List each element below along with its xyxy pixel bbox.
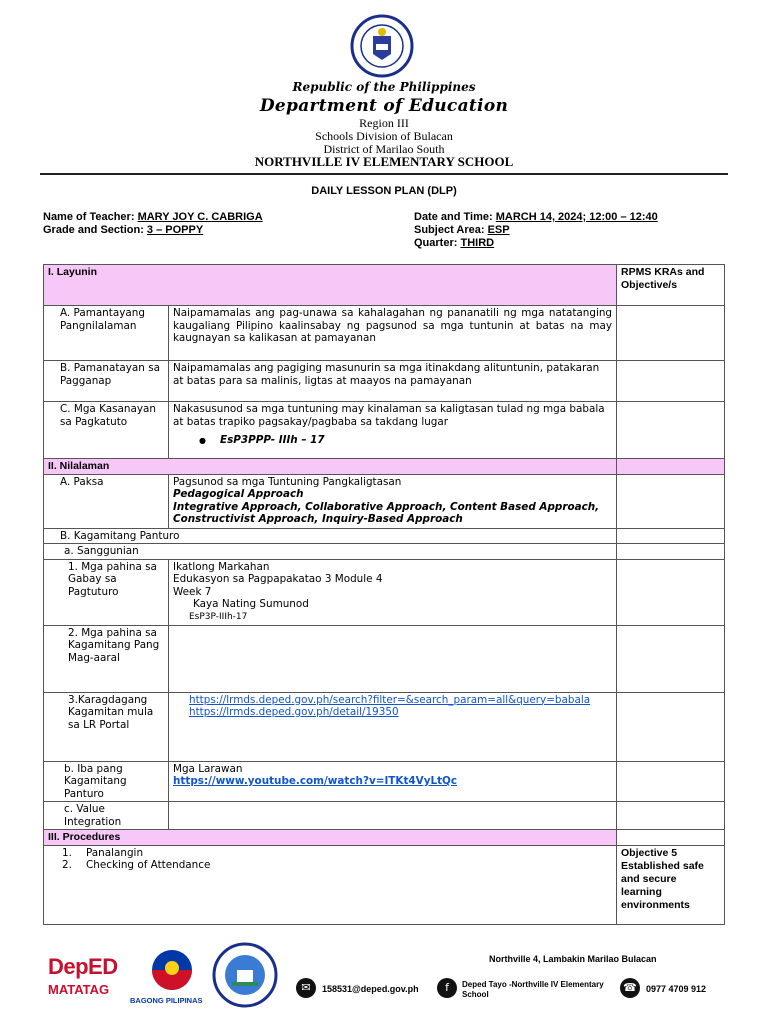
matatag-logo: MATATAG — [48, 982, 110, 997]
procedures-heading: III. Procedures — [44, 830, 617, 846]
gabay-line-2: Edukasyon sa Pagpapakatao 3 Module 4 — [173, 573, 383, 585]
rpms-heading: RPMS KRAs and Objective/s — [617, 265, 725, 306]
quarter-label: Quarter: — [414, 237, 458, 249]
kagamitan-heading: B. Kagamitang Panturo — [44, 528, 617, 544]
footer-address: Northville 4, Lambakin Marilao Bulacan — [489, 954, 657, 964]
mag-aaral-label: 2. Mga pahina sa Kagamitang Pang Mag-aaral — [44, 625, 169, 692]
deped-logo: DepED — [48, 954, 118, 979]
kasanayan-text: Nakasusunod sa mga tuntuning may kinalaman sa kaligtasan tulad ng mga babala at batas trapiko pagsakay/pagbaba sa takdang lugar — [173, 403, 605, 428]
procedure-text-1: Panalangin — [86, 846, 144, 859]
iba-content — [169, 761, 617, 802]
grade-value: 3 – POPPY — [146, 224, 204, 236]
document-title: DAILY LESSON PLAN (DLP) — [311, 185, 457, 197]
rpms-cell — [617, 459, 725, 475]
header-divider — [40, 173, 728, 175]
paksa-label: A. Paksa — [44, 474, 169, 528]
bullet-icon: ● — [199, 436, 206, 445]
bagong-pilipinas-text: BAGONG PILIPINAS — [130, 996, 203, 1005]
rpms-cell — [617, 830, 725, 846]
approaches-text: Integrative Approach, Collaborative Approach, Content Based Approach, Constructivist Approach, Inquiry-Based Approach — [173, 500, 600, 525]
objective-cell — [617, 845, 725, 924]
quarter-line — [414, 237, 494, 250]
phone-icon: ☎ — [620, 978, 640, 998]
lr-portal-label: 3.Karagdagang Kagamitan mula sa LR Portal — [44, 692, 169, 761]
subject-label: Subject Area: — [414, 224, 485, 236]
pedagogical-heading: Pedagogical Approach — [173, 488, 304, 500]
footer-facebook: Deped Tayo -Northville IV Elementary School — [462, 980, 604, 999]
competency-code-item — [173, 434, 612, 448]
row-text-pagganap: Naipamamalas ang pagiging masunurin sa mga itinakdang alituntunin, patakaran at batas para sa malinis, ligtas at maayos na pamayanan — [169, 361, 617, 402]
rpms-cell — [617, 802, 725, 830]
layunin-heading: I. Layunin — [44, 265, 617, 306]
school-name: NORTHVILLE IV ELEMENTARY SCHOOL — [254, 154, 514, 169]
footer-email: 158531@deped.gov.ph — [322, 984, 419, 994]
rpms-cell — [617, 402, 725, 459]
row-label-pagganap: B. Pamanatayan sa Pagganap — [44, 361, 169, 402]
rpms-cell — [617, 761, 725, 802]
rpms-cell — [617, 544, 725, 560]
department-heading: Department of Education — [259, 96, 509, 116]
lr-portal-link-search[interactable]: https://lrmds.deped.gov.ph/search?filter=&search_param=all&query=babala — [189, 693, 591, 706]
objective-title: Objective 5 — [621, 846, 678, 859]
gabay-content — [169, 559, 617, 625]
subject-line — [414, 224, 510, 237]
grade-line — [43, 224, 203, 237]
teacher-label: Name of Teacher: — [43, 211, 135, 223]
nilalaman-heading: II. Nilalaman — [44, 459, 617, 475]
grade-label: Grade and Section: — [43, 224, 144, 236]
objective-description: Established safe and secure learning environments — [621, 859, 704, 911]
lr-portal-link-detail[interactable]: https://lrmds.deped.gov.ph/detail/19350 — [189, 706, 399, 718]
rpms-cell — [617, 474, 725, 528]
youtube-link[interactable]: https://www.youtube.com/watch?v=ITKt4VyLtQc — [173, 775, 458, 787]
gabay-label: 1. Mga pahina sa Gabay sa Pagtuturo — [44, 559, 169, 625]
gabay-line-5: EsP3P-IIIh-17 — [189, 611, 248, 622]
procedures-content — [44, 845, 617, 924]
procedure-item-2: 2. Checking of Attendance — [62, 859, 211, 871]
teacher-value: MARY JOY C. CABRIGA — [137, 211, 263, 223]
email-icon: ✉ — [296, 978, 316, 998]
value-integration-label: c. Value Integration — [44, 802, 169, 830]
gabay-line-4: Kaya Nating Sumunod — [193, 598, 309, 610]
subject-value: ESP — [487, 224, 510, 236]
rpms-cell — [617, 528, 725, 544]
gabay-line-3: Week 7 — [173, 585, 212, 598]
division-line: Schools Division of Bulacan — [315, 129, 453, 143]
procedure-item-1: 1. Panalangin — [62, 846, 144, 859]
deped-seal-logo — [343, 14, 421, 78]
quarter-value: THIRD — [460, 237, 495, 249]
iba-text: Mga Larawan — [173, 762, 243, 775]
paksa-content — [169, 474, 617, 528]
paksa-text: Pagsunod sa mga Tuntuning Pangkaligtasan — [173, 475, 402, 488]
sanggunian-heading: a. Sanggunian — [44, 544, 617, 560]
competency-code: EsP3PPP- IIIh – 17 — [219, 434, 325, 446]
rpms-cell — [617, 559, 725, 625]
procedure-text-2: Checking of Attendance — [86, 859, 211, 871]
lesson-plan-table — [43, 264, 725, 925]
region-line: Region III — [359, 116, 409, 130]
date-line — [414, 211, 658, 224]
rpms-cell — [617, 625, 725, 692]
date-value: MARCH 14, 2024; 12:00 – 12:40 — [495, 211, 658, 223]
rpms-cell — [617, 361, 725, 402]
facebook-icon: f — [437, 978, 457, 998]
gabay-line-1: Ikatlong Markahan — [173, 560, 270, 573]
mag-aaral-content — [169, 625, 617, 692]
rpms-cell — [617, 692, 725, 761]
date-label: Date and Time: — [414, 211, 493, 223]
school-seal-logo — [212, 942, 278, 1008]
row-label-kasanayan: C. Mga Kasanayan sa Pagkatuto — [44, 402, 169, 459]
republic-heading: Republic of the Philippines — [292, 80, 476, 94]
value-integration-content — [169, 802, 617, 830]
iba-label: b. Iba pang Kagamitang Panturo — [44, 761, 169, 802]
row-text-kasanayan — [169, 402, 617, 459]
row-text-pamantayang-pangnilalaman: Naipamamalas ang pag-unawa sa kahalagahan ng pananatili ng mga natatanging kaugaliang Pilipino kaalinsabay ng pagsunod sa mga tuntunin at batas na may kaugnayan sa kalikasan at pamayanan — [169, 306, 617, 361]
teacher-line — [43, 211, 263, 224]
bagong-pilipinas-logo-icon — [140, 948, 204, 992]
footer-phone: 0977 4709 912 — [646, 984, 707, 994]
lr-portal-content — [169, 692, 617, 761]
rpms-cell — [617, 306, 725, 361]
district-line: District of Marilao South — [323, 142, 445, 156]
row-label-pamantayang-pangnilalaman: A. Pamantayang Pangnilalaman — [44, 306, 169, 361]
footer — [0, 940, 768, 1024]
